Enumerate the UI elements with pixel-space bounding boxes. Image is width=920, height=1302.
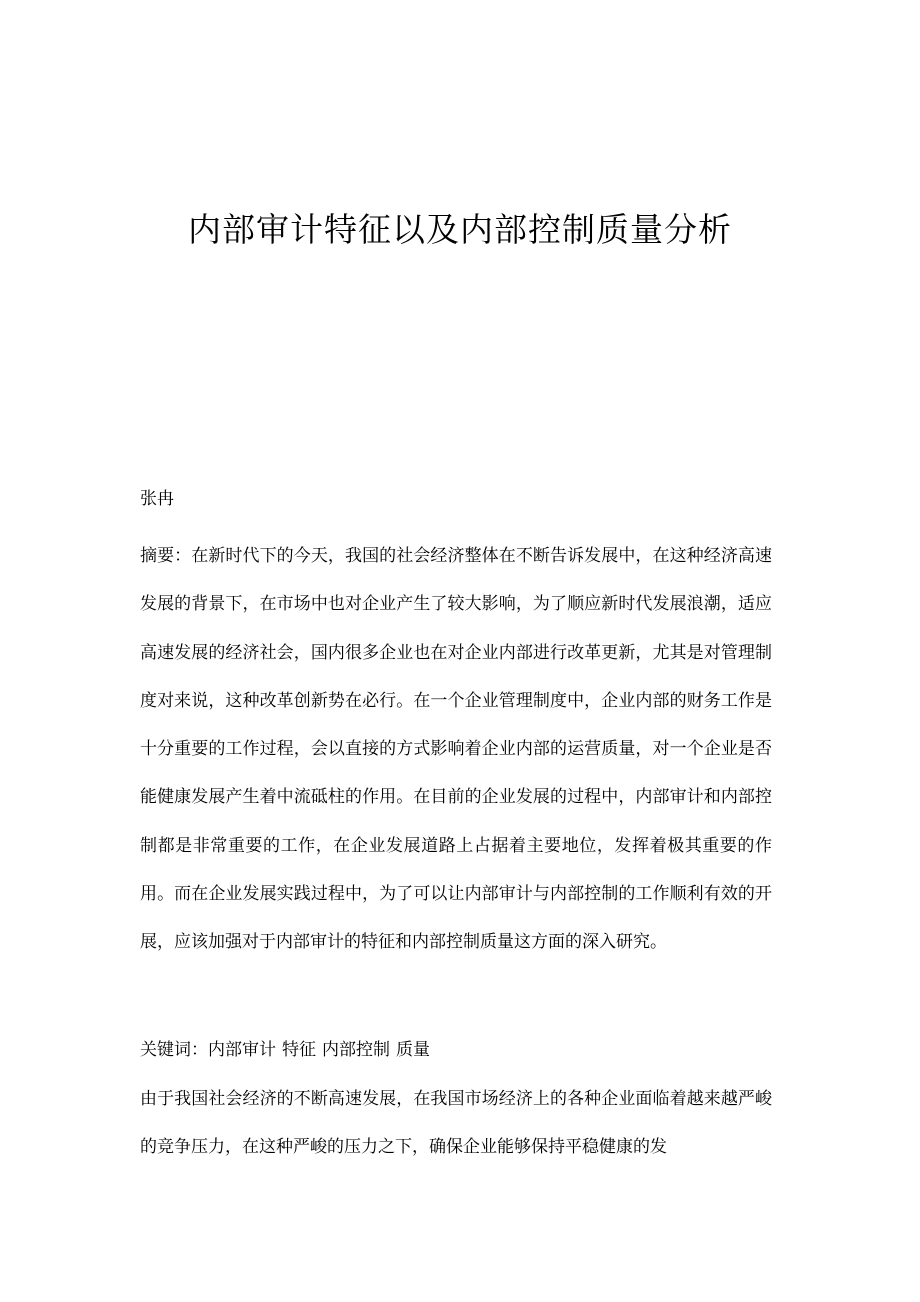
author-name: 张冉 xyxy=(140,489,174,509)
document-title: 内部审计特征以及内部控制质量分析 xyxy=(188,210,732,249)
keywords-label: 关键词： xyxy=(140,1040,208,1060)
keyword-item: 内部审计 xyxy=(208,1040,276,1060)
keywords-line xyxy=(140,1026,772,1074)
keyword-item: 内部控制 xyxy=(322,1040,390,1060)
keyword-item: 质量 xyxy=(396,1040,430,1060)
keyword-item: 特征 xyxy=(282,1040,316,1060)
abstract-paragraph: 摘要：在新时代下的今天，我国的社会经济整体在不断告诉发展中，在这种经济高速发展的背景下，在市场中也对企业产生了较大影响，为了顺应新时代发展浪潮，适应高速发展的经济社会，国内很多企业也在对企业内部进行改革更新，尤其是对管理制度对来说，这种改革创新势在必行。在一个企业管理制度中，企业内部的财务工作是十分重要的工作过程，会以直接的方式影响着企业内部的运营质量，对一个企业是否能健康发展产生着中流砥柱的作用。在目前的企业发展的过程中，内部审计和内部控制都是非常重要的工作，在企业发展道路上占据着主要地位，发挥着极其重要的作用。而在企业发展实践过程中，为了可以让内部审计与内部控制的工作顺利有效的开展，应该加强对于内部审计的特征和内部控制质量这方面的深入研究。 xyxy=(140,546,772,953)
body-paragraph: 由于我国社会经济的不断高速发展，在我国市场经济上的各种企业面临着越来越严峻的竞争压力，在这种严峻的压力之下，确保企业能够保持平稳健康的发 xyxy=(140,1089,772,1158)
